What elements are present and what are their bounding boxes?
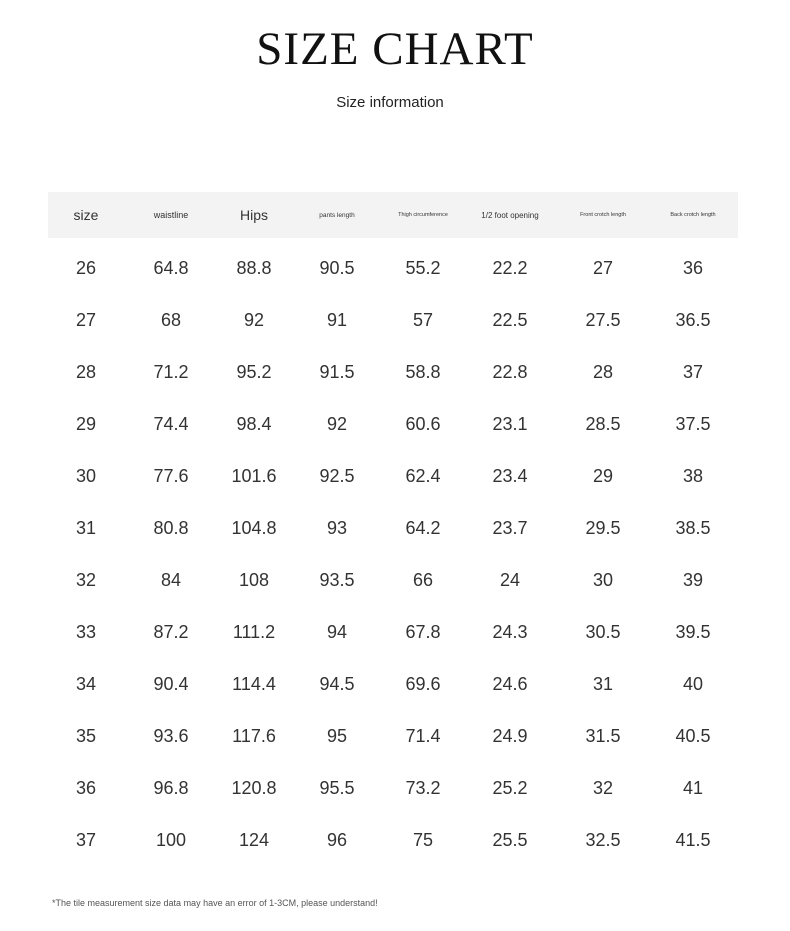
table-cell: 22.5: [492, 309, 528, 330]
table-cell: 30.5: [585, 621, 621, 642]
table-cell: 57: [412, 309, 434, 330]
table-cell: 36.5: [675, 309, 711, 330]
table-cell: 39.5: [675, 621, 711, 642]
table-cell: 88.8: [236, 257, 272, 278]
table-cell: 94: [326, 621, 348, 642]
table-cell: 31: [75, 517, 97, 538]
table-cell: 93.5: [319, 569, 355, 590]
column-header-pants-length: pants length: [319, 211, 355, 219]
table-cell: 98.4: [236, 413, 272, 434]
column-header-waistline: waistline: [153, 210, 189, 220]
table-cell: 24.9: [492, 725, 528, 746]
table-row: [48, 710, 738, 762]
table-cell: 34: [75, 673, 97, 694]
table-header-row: [48, 192, 738, 238]
table-cell: 28: [592, 361, 614, 382]
table-cell: 24.6: [492, 673, 528, 694]
table-cell: 100: [155, 829, 187, 850]
table-cell: 60.6: [405, 413, 441, 434]
column-header-back-crotch-length: Back crotch length: [670, 212, 716, 218]
column-header-front-crotch-length: Front crotch length: [580, 212, 626, 218]
column-header-thigh-circumference: Thigh circumference: [398, 212, 448, 218]
table-cell: 90.5: [319, 257, 355, 278]
table-cell: 124: [238, 829, 270, 850]
table-cell: 30: [592, 569, 614, 590]
table-cell: 32: [75, 569, 97, 590]
table-cell: 94.5: [319, 673, 355, 694]
table-cell: 37: [682, 361, 704, 382]
table-cell: 32: [592, 777, 614, 798]
table-cell: 41.5: [675, 829, 711, 850]
page-title: SIZE CHART: [256, 23, 534, 75]
table-cell: 39: [682, 569, 704, 590]
table-cell: 90.4: [153, 673, 189, 694]
table-cell: 23.4: [492, 465, 528, 486]
table-cell: 23.1: [492, 413, 528, 434]
table-cell: 71.2: [153, 361, 189, 382]
table-cell: 33: [75, 621, 97, 642]
table-row: [48, 242, 738, 294]
table-row: [48, 398, 738, 450]
table-cell: 22.8: [492, 361, 528, 382]
table-cell: 24.3: [492, 621, 528, 642]
table-cell: 84: [160, 569, 182, 590]
table-cell: 95.2: [236, 361, 272, 382]
table-cell: 27.5: [585, 309, 621, 330]
table-cell: 95: [326, 725, 348, 746]
table-cell: 27: [75, 309, 97, 330]
table-row: [48, 294, 738, 346]
table-cell: 32.5: [585, 829, 621, 850]
table-row: [48, 658, 738, 710]
table-cell: 55.2: [405, 257, 441, 278]
table-cell: 93.6: [153, 725, 189, 746]
table-cell: 31.5: [585, 725, 621, 746]
measurement-footnote: *The tile measurement size data may have an error of 1-3CM, please understand!: [52, 898, 378, 908]
table-cell: 26: [75, 257, 97, 278]
table-cell: 37.5: [675, 413, 711, 434]
table-cell: 108: [238, 569, 270, 590]
table-cell: 69.6: [405, 673, 441, 694]
table-cell: 92: [243, 309, 265, 330]
table-cell: 111.2: [232, 621, 276, 642]
table-cell: 64.2: [405, 517, 441, 538]
table-cell: 23.7: [492, 517, 528, 538]
table-cell: 36: [682, 257, 704, 278]
size-table: [48, 192, 738, 866]
table-cell: 77.6: [153, 465, 189, 486]
table-cell: 41: [682, 777, 704, 798]
table-cell: 29: [75, 413, 97, 434]
table-row: [48, 762, 738, 814]
table-cell: 27: [592, 257, 614, 278]
table-cell: 29: [592, 465, 614, 486]
table-cell: 36: [75, 777, 97, 798]
table-cell: 40: [682, 673, 704, 694]
table-cell: 30: [75, 465, 97, 486]
table-cell: 40.5: [675, 725, 711, 746]
table-cell: 66: [412, 569, 434, 590]
table-cell: 25.5: [492, 829, 528, 850]
table-cell: 92.5: [319, 465, 355, 486]
table-cell: 120.8: [231, 777, 277, 798]
table-body: [48, 242, 738, 866]
table-cell: 37: [75, 829, 97, 850]
table-cell: 71.4: [405, 725, 441, 746]
table-cell: 24: [499, 569, 521, 590]
table-cell: 117.6: [232, 725, 276, 746]
table-cell: 87.2: [153, 621, 189, 642]
table-cell: 38.5: [675, 517, 711, 538]
table-cell: 74.4: [153, 413, 189, 434]
table-cell: 58.8: [405, 361, 441, 382]
table-cell: 92: [326, 413, 348, 434]
table-row: [48, 502, 738, 554]
table-cell: 104.8: [231, 517, 277, 538]
table-row: [48, 606, 738, 658]
table-row: [48, 814, 738, 866]
table-cell: 93: [326, 517, 348, 538]
table-cell: 68: [160, 309, 182, 330]
table-cell: 91.5: [319, 361, 355, 382]
table-cell: 22.2: [492, 257, 528, 278]
table-cell: 96.8: [153, 777, 189, 798]
table-cell: 38: [682, 465, 704, 486]
column-header-size: size: [73, 207, 99, 223]
column-header-foot-opening: 1/2 foot opening: [481, 210, 539, 220]
table-cell: 31: [592, 673, 614, 694]
table-cell: 64.8: [153, 257, 189, 278]
table-cell: 114.4: [232, 673, 276, 694]
table-row: [48, 346, 738, 398]
table-cell: 62.4: [405, 465, 441, 486]
table-cell: 101.6: [231, 465, 277, 486]
table-cell: 29.5: [585, 517, 621, 538]
table-row: [48, 554, 738, 606]
table-cell: 96: [326, 829, 348, 850]
table-row: [48, 450, 738, 502]
table-cell: 95.5: [319, 777, 355, 798]
table-cell: 73.2: [405, 777, 441, 798]
table-cell: 80.8: [153, 517, 189, 538]
table-cell: 91: [326, 309, 348, 330]
table-cell: 28.5: [585, 413, 621, 434]
table-cell: 28: [75, 361, 97, 382]
table-cell: 25.2: [492, 777, 528, 798]
table-cell: 35: [75, 725, 97, 746]
page-subtitle: Size information: [336, 94, 444, 111]
table-cell: 75: [412, 829, 434, 850]
column-header-hips: Hips: [239, 207, 268, 223]
table-cell: 67.8: [405, 621, 441, 642]
